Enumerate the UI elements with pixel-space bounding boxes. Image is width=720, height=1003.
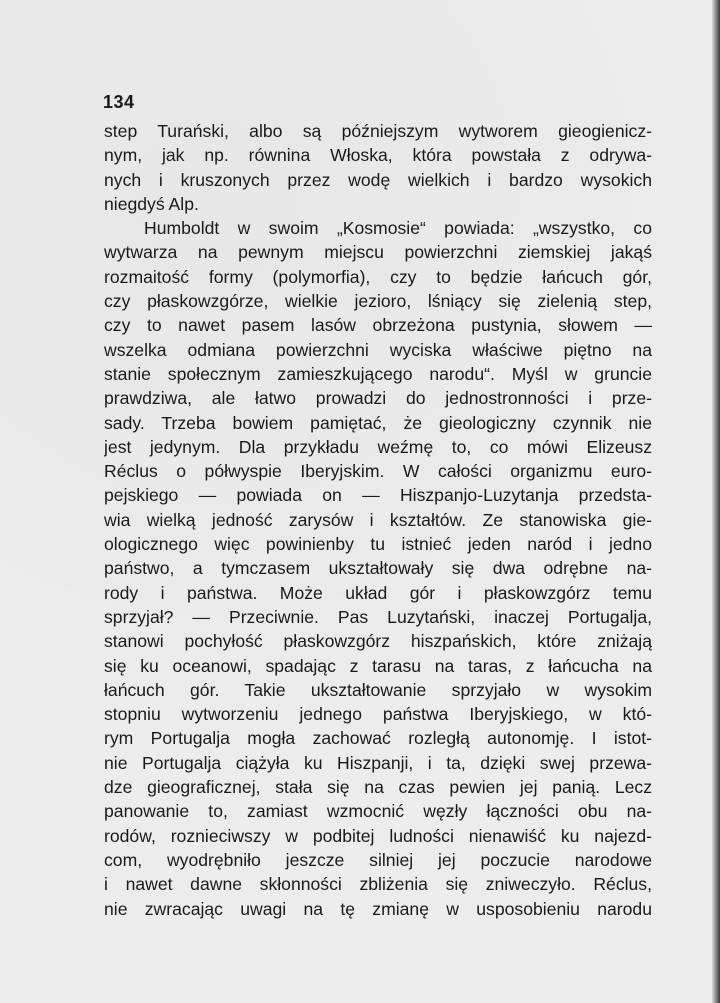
text-line: nie Portugalja ciążyła ku Hiszpanji, i ta, dzięki swej przewa-: [104, 752, 652, 773]
text-line: wia wielką jedność zarysów i kształtów. Ze stanowiska gie-: [104, 509, 652, 530]
text-line: wytwarza na pewnym miejscu powierzchni ziemskiej jakąś: [104, 242, 652, 263]
text-line: panowanie to, zamiast wzmocnić węzły łączności obu na-: [104, 801, 652, 822]
text-line: rodów, rozniecіwszy w podbitej ludności nienawiść ku najezd-: [104, 825, 652, 846]
page-number: 134: [103, 92, 135, 112]
text-line: nych i kruszonych przez wodę wielkich i bardzo wysokich: [104, 169, 652, 190]
text-line: stopniu wytworzeniu jednego państwa Iberyjskiego, w któ-: [104, 704, 652, 725]
text-line: ologicznego więc powinienby tu istnieć jeden naród i jedno: [104, 534, 652, 555]
text-line: nie zwracając uwagi na tę zmianę w usposobieniu narodu: [104, 898, 652, 919]
text-line: sprzyjał? — Przeciwnie. Pas Luzytański, inaczej Portugalja,: [104, 606, 652, 627]
text-line: czy to nawet pasem lasów obrzeżona pustynia, słowem —: [104, 315, 652, 336]
text-line: nym, jak np. równina Włoska, która powstała z odrywa-: [104, 145, 652, 166]
text-line: rym Portugalja mogła zachować rozległą autonomję. I istot-: [104, 728, 652, 749]
text-line: stanowi pochyłość płaskowzgórz hiszpańskich, które zniżają: [104, 631, 652, 652]
text-line: i nawet dawne skłonności zbliżenia się zniweczyło. Réclus,: [104, 874, 652, 895]
text-line: sady. Trzeba bowiem pamiętać, że gieologiczny czynnik nie: [104, 412, 652, 433]
text-line: stanie społecznym zamieszkującego narodu“. Myśl w gruncie: [104, 363, 652, 384]
text-line: czy płaskowzgórze, wielkie jezioro, lśniący się zielenią step,: [104, 291, 652, 312]
text-line: niegdyś Alp.: [104, 193, 199, 214]
page-edge-shadow: [712, 0, 720, 1003]
text-line: pejskiego — powiada on — Hiszpanjo-Luzytanja przedsta-: [104, 485, 652, 506]
text-line: prawdziwa, ale łatwo prowadzi do jednostronności i prze-: [104, 388, 652, 409]
text-line: Réclus o półwyspie Iberyjskim. W całości organizmu euro-: [104, 461, 652, 482]
text-line: dze gieograficznej, stała się na czas pewien jej panią. Lecz: [104, 777, 652, 798]
text-line: łańcuch gór. Takie ukształtowanie sprzyjało w wysokim: [104, 679, 652, 700]
text-line: państwo, a tymczasem ukształtowały się dwa odrębne na-: [104, 558, 652, 579]
text-line: jest jedynym. Dla przykładu weźmę to, co mówi Elizeusz: [104, 436, 652, 457]
text-line: rozmaitość formy (polymorfia), czy to będzie łańcuch gór,: [104, 266, 652, 287]
text-line: wszelka odmiana powierzchni wyciska właściwe piętno na: [104, 339, 652, 360]
body-text: [104, 119, 652, 921]
text-line: step Turański, albo są późniejszym wytworem gieogienicz-: [104, 121, 652, 141]
text-line: rody i państwa. Może układ gór i płaskowzgórz temu: [104, 582, 652, 603]
text-line: się ku oceanowi, spadając z tarasu na taras, z łańcucha na: [104, 655, 652, 676]
text-line: com, wyodrębniło jeszcze silniej jej poczucie narodowe: [104, 849, 652, 870]
text-line: Humboldt w swoim „Kosmosie“ powiada: „wszystko, co: [144, 218, 652, 239]
